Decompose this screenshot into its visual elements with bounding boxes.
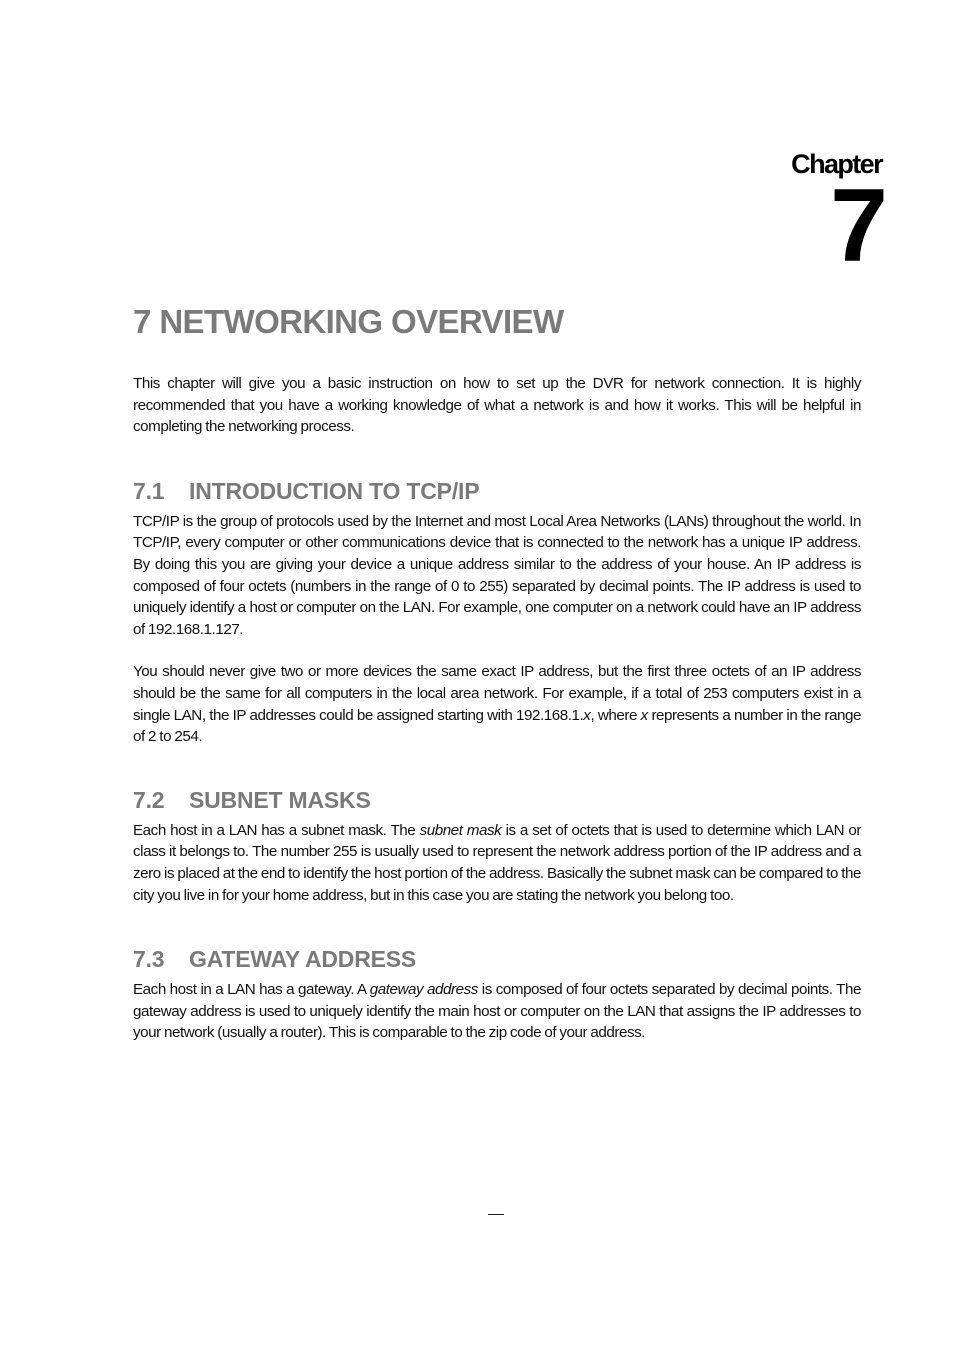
page-footer-mark bbox=[488, 1214, 504, 1215]
section-7-3-paragraph-1 bbox=[133, 979, 861, 1044]
text-run: is composed of four octets separated by decimal points. The gateway address is used to uniquely identify the main host or computer on the LAN that assigns the IP addresses to your network (usually a router). This is comparable to the zip code of your address. bbox=[133, 981, 861, 1042]
chapter-word: Chapter bbox=[791, 149, 882, 179]
section-title: GATEWAY ADDRESS bbox=[189, 946, 417, 973]
section-number: 7.3 bbox=[133, 946, 165, 973]
section-title: SUBNET MASKS bbox=[189, 786, 371, 813]
page-title: 7 NETWORKING OVERVIEW bbox=[133, 303, 564, 340]
section-7-2-paragraph-1 bbox=[133, 820, 861, 906]
text-run: Each host in a LAN has a subnet mask. The bbox=[133, 821, 420, 839]
chapter-marker bbox=[791, 148, 886, 284]
text-run: You should never give two or more devices the same exact IP address, but the first three octets of an IP address should be the same for all computers in the local area network. For example, if a total of 253 computers exist in a single LAN, the IP addresses could be assigned starting with 192.168.1. bbox=[133, 663, 861, 724]
intro-paragraph: This chapter will give you a basic instruction on how to set up the DVR for network connection. It is highly recommended that you have a working knowledge of what a network is and how it works. This will be helpful in completing the networking process. bbox=[133, 375, 861, 436]
emphasis-text: subnet mask bbox=[419, 821, 502, 839]
section-heading-7-2 bbox=[133, 786, 861, 814]
section-7-1-paragraph-1: TCP/IP is the group of protocols used by the Internet and most Local Area Networks (LANs) throughout the world. In TCP/IP, every computer or other communications device that is connected to the network has a unique IP address. By doing this you are giving your device a unique address similar to the address of your house. An IP address is composed of four octets (numbers in the range of 0 to 255) separated by decimal points. The IP address is used to uniquely identify a host or computer on the LAN. For example, one computer on a network could have an IP address of 192.168.1.127. bbox=[133, 512, 861, 638]
section-heading-7-1 bbox=[133, 477, 861, 505]
section-number: 7.1 bbox=[133, 477, 165, 504]
text-run: represents a number in the range of 2 to 254. bbox=[133, 706, 861, 746]
section-number: 7.2 bbox=[133, 786, 165, 813]
text-run: is a set of octets that is used to determine which LAN or class it belongs to. The number 255 is usually used to represent the network address portion of the IP address and a zero is placed at the end to identify the host portion of the address. Basically the subnet mask can be compared to the city you live in for your home address, but in this case you are stating the network you belong too. bbox=[133, 821, 861, 904]
chapter-number: 7 bbox=[830, 168, 886, 284]
section-7-1-paragraph-2 bbox=[133, 661, 861, 747]
emphasis-text: x bbox=[640, 706, 648, 724]
text-run: Each host in a LAN has a gateway. A bbox=[133, 981, 370, 999]
emphasis-text: x bbox=[583, 706, 591, 724]
document-body bbox=[133, 373, 861, 1044]
text-run: , where bbox=[590, 706, 641, 724]
emphasis-text: gateway address bbox=[369, 981, 478, 999]
section-title: INTRODUCTION TO TCP/IP bbox=[189, 477, 480, 504]
section-heading-7-3 bbox=[133, 945, 861, 973]
